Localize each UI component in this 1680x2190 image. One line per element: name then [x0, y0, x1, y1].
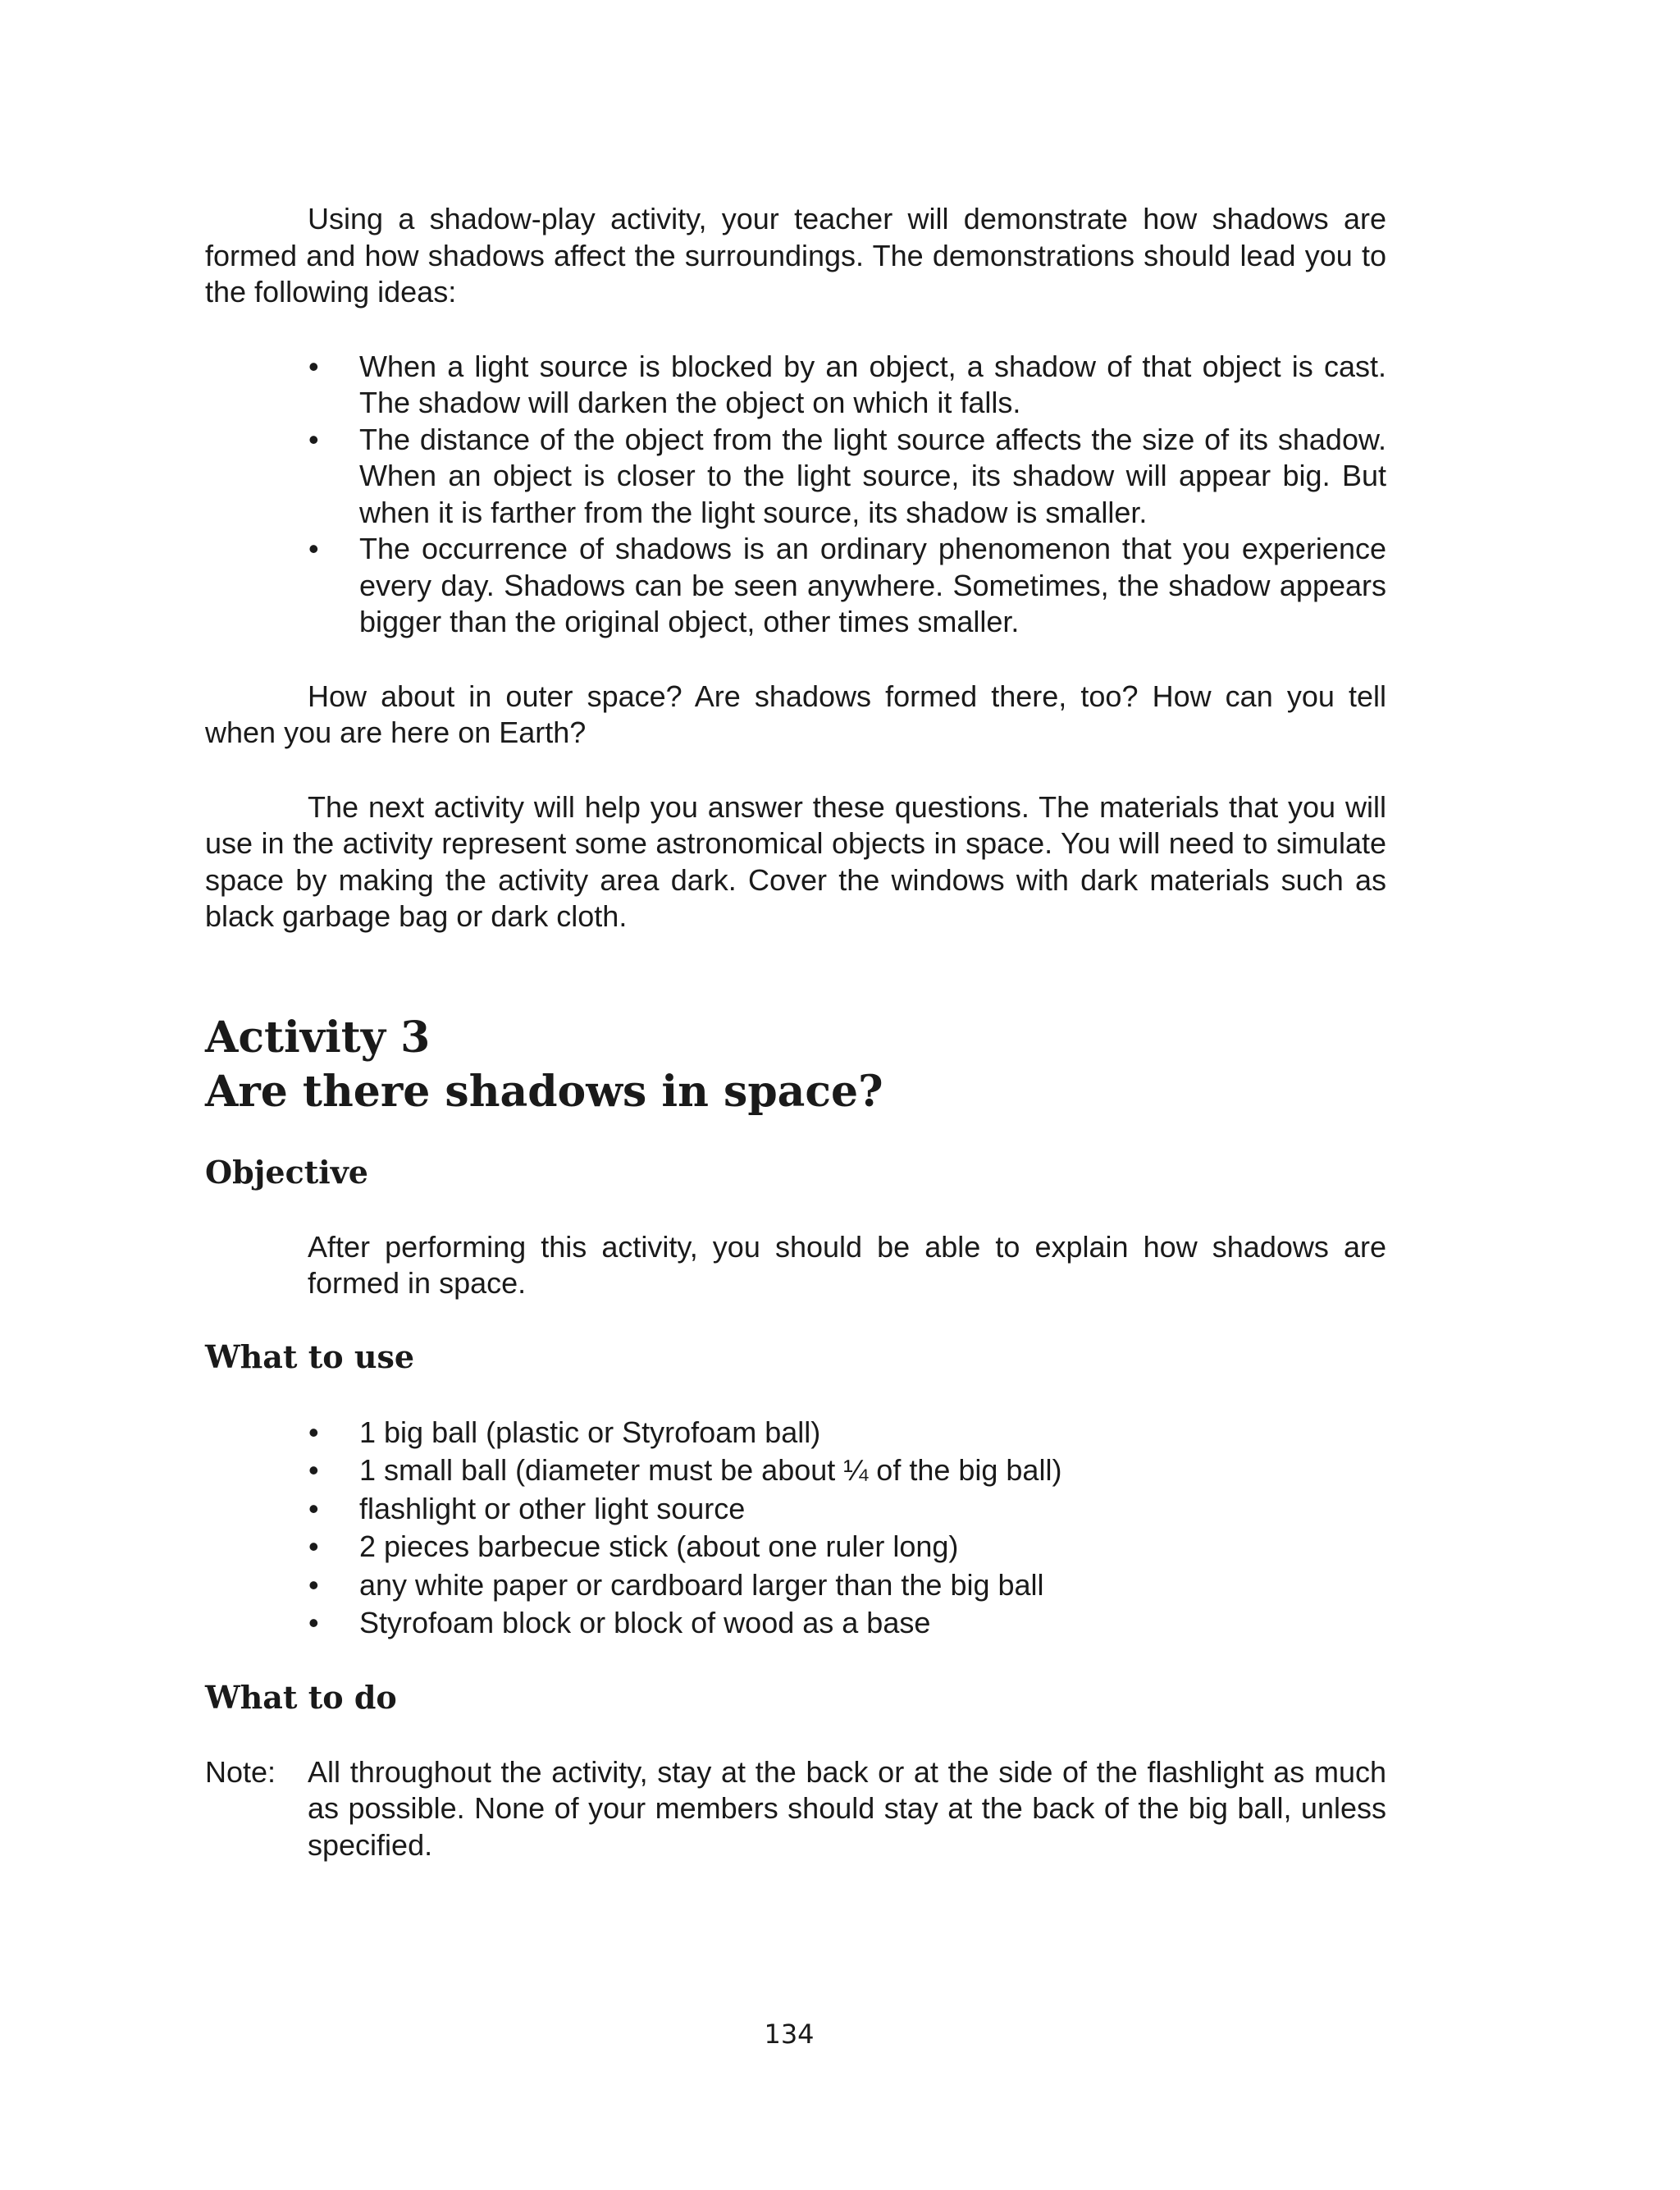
activity-number: Activity 3: [205, 1012, 431, 1063]
activity-title: Are there shadows in space?: [205, 1066, 883, 1117]
bullet-icon: •: [308, 1567, 319, 1602]
list-item: • 1 small ball (diameter must be about ¼ of the big ball): [205, 1452, 1386, 1490]
list-item: • The distance of the object from the light source affects the size of its shadow. When an object is closer to the light source, its shadow will appear big. But when it is farther from the light source, its shadow is smaller.: [308, 422, 1386, 529]
note-paragraph: [205, 1754, 1386, 1864]
note-label: Note:: [205, 1754, 276, 1789]
bullet-icon: •: [308, 1453, 319, 1487]
bullet-icon: •: [308, 349, 319, 383]
bullet-icon: •: [308, 532, 319, 565]
list-item: • 2 pieces barbecue stick (about one ruler long): [205, 1528, 1386, 1566]
note-text: All throughout the activity, stay at the back or at the side of the flashlight as much as possible. None of your members should stay at the back of the big ball, unless specified.: [308, 1754, 1386, 1862]
bullet-icon: •: [308, 1606, 319, 1639]
list-item: • 1 big ball (plastic or Styrofoam ball): [205, 1414, 1386, 1452]
list-item: • flashlight or other light source: [205, 1490, 1386, 1529]
page-content: [205, 201, 1386, 1863]
list-item: • The occurrence of shadows is an ordinary phenomenon that you experience every day. Shadows can be seen anywhere. Sometimes, the shadow appears bigger than the original object, other times smaller.: [308, 532, 1386, 638]
next-activity-paragraph: The next activity will help you answer these questions. The materials that you will use in the activity represent some astronomical objects in space. You will need to simulate space by making the activity area dark. Cover the windows with dark materials such as black garbage bag or dark cloth.: [205, 789, 1386, 933]
ideas-list: [205, 349, 1386, 641]
bullet-icon: •: [308, 1529, 319, 1563]
what-to-do-heading: What to do: [205, 1678, 397, 1716]
materials-list: [205, 1414, 1386, 1643]
what-to-use-heading: What to use: [205, 1337, 415, 1375]
objective-text: After performing this activity, you should be able to explain how shadows are formed in space.: [308, 1229, 1386, 1300]
bullet-icon: •: [308, 422, 319, 456]
bullet-icon: •: [308, 1415, 319, 1449]
objective-heading: Objective: [205, 1153, 368, 1191]
intro-paragraph: Using a shadow-play activity, your teacher will demonstrate how shadows are formed and how shadows affect the surroundings. The demonstrations should lead you to the following ideas:: [205, 202, 1386, 309]
list-item: • any white paper or cardboard larger than the big ball: [205, 1566, 1386, 1605]
list-item: • Styrofoam block or block of wood as a base: [205, 1604, 1386, 1643]
bullet-icon: •: [308, 1491, 319, 1525]
list-item: • When a light source is blocked by an object, a shadow of that object is cast. The shadow will darken the object on which it falls.: [308, 349, 1386, 419]
questions-paragraph: How about in outer space? Are shadows formed there, too? How can you tell when you are here on Earth?: [205, 679, 1386, 749]
page-number: 134: [764, 2019, 815, 2050]
